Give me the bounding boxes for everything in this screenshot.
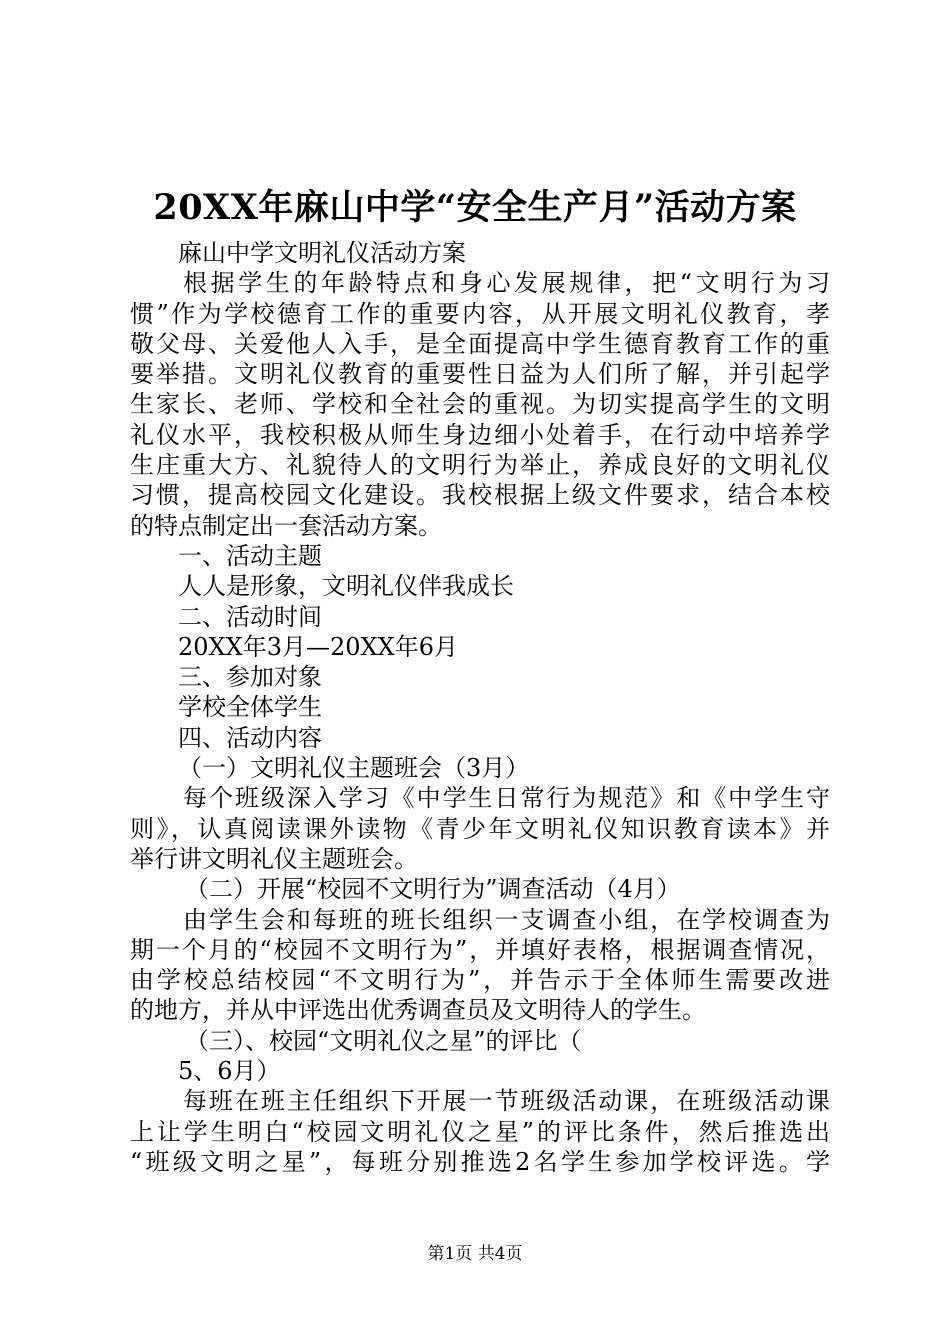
section-heading: 四、活动内容 bbox=[178, 723, 322, 752]
document-line: 由学生会和每班的班长组织一支调查小组，在学校调查为 bbox=[183, 905, 830, 934]
document-line: “班级文明之星”，每班分别推选2名学生参加学校评选。学 bbox=[130, 1147, 830, 1176]
document-line: 由学校总结校园“不文明行为”，并告示于全体师生需要改进 bbox=[130, 966, 830, 995]
document-line: 学校全体学生 bbox=[178, 693, 322, 722]
page-number: 第1页 共4页 bbox=[427, 1244, 523, 1264]
document-line: 礼仪水平，我校积极从师生身边细小处着手，在行动中培养学 bbox=[130, 420, 830, 449]
document-line: 麻山中学文明礼仪活动方案 bbox=[178, 239, 466, 267]
section-heading: 三、参加对象 bbox=[178, 663, 322, 692]
document-line: 则》，认真阅读课外读物《青少年文明礼仪知识教育读本》并 bbox=[130, 814, 830, 843]
document-line: 每班在班主任组织下开展一节班级活动课，在班级活动课 bbox=[183, 1087, 830, 1116]
document-line: 生庄重大方、礼貌待人的文明行为举止，养成良好的文明礼仪 bbox=[130, 451, 830, 480]
document-body bbox=[130, 238, 830, 1177]
document-line: 人人是形象，文明礼仪伴我成长 bbox=[178, 572, 514, 601]
document-line: 的特点制定出一套活动方案。 bbox=[130, 511, 442, 540]
document-title: 20XX年麻山中学“安全生产月”活动方案 bbox=[153, 187, 797, 228]
section-heading: 一、活动主题 bbox=[178, 541, 322, 570]
subsection-heading: （三）、校园“文明礼仪之星”的评比（ bbox=[185, 1026, 582, 1055]
document-line: 上让学生明白“校园文明礼仪之星”的评比条件，然后推选出 bbox=[130, 1117, 830, 1146]
subsection-heading: 5、6月） bbox=[178, 1057, 281, 1086]
document-line: 每个班级深入学习《中学生日常行为规范》和《中学生守 bbox=[183, 784, 830, 813]
document-line: 20XX年3月—20XX年6月 bbox=[178, 632, 458, 661]
document-line: 习惯，提高校园文化建设。我校根据上级文件要求，结合本校 bbox=[130, 481, 830, 510]
subsection-heading: （二）开展“校园不文明行为”调查活动（4月） bbox=[185, 875, 681, 904]
document-line: 惯”作为学校德育工作的重要内容，从开展文明礼仪教育，孝 bbox=[130, 299, 830, 328]
document-line: 期一个月的“校园不文明行为”，并填好表格，根据调查情况， bbox=[130, 935, 830, 964]
section-heading: 二、活动时间 bbox=[178, 602, 322, 631]
document-line: 根据学生的年龄特点和身心发展规律，把“文明行为习 bbox=[183, 269, 830, 298]
document-line: 生家长、老师、学校和全社会的重视。为切实提高学生的文明 bbox=[130, 390, 830, 419]
document-line: 举行讲文明礼仪主题班会。 bbox=[130, 844, 418, 873]
document-line: 的地方，并从中评选出优秀调查员及文明待人的学生。 bbox=[130, 996, 706, 1025]
document-line: 敬父母、关爱他人入手，是全面提高中学生德育教育工作的重 bbox=[130, 329, 830, 358]
subsection-heading: （一）文明礼仪主题班会（3月） bbox=[178, 754, 530, 783]
document-line: 要举措。文明礼仪教育的重要性日益为人们所了解，并引起学 bbox=[130, 360, 830, 389]
